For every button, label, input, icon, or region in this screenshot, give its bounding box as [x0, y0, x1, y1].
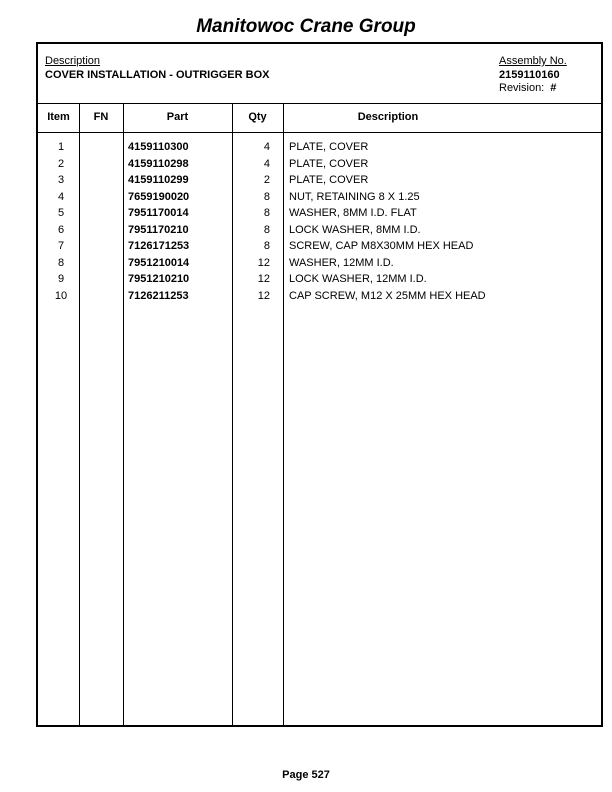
item-number: 9 [57, 273, 65, 285]
quantity: 4 [263, 157, 270, 170]
part-number: 7951170014 [128, 207, 189, 219]
quantity: 12 [257, 273, 270, 285]
quantity: 8 [263, 190, 270, 203]
description-value: COVER INSTALLATION - OUTRIGGER BOX [45, 69, 270, 81]
part-number: 7951210210 [128, 273, 190, 285]
part-number: 4159110300 [128, 141, 189, 153]
item-number: 7 [57, 240, 65, 252]
quantity: 8 [263, 240, 270, 252]
part-number: 7126171253 [128, 240, 190, 252]
item-number: 8 [57, 256, 65, 269]
part-number: 7126211253 [128, 289, 189, 302]
item-number: 6 [57, 223, 65, 236]
item-number: 5 [57, 207, 65, 219]
quantity: 2 [263, 174, 270, 186]
revision-line [499, 82, 556, 94]
part-description: CAP SCREW, M12 X 25MM HEX HEAD [289, 289, 486, 302]
assembly-header [38, 44, 601, 104]
column-divider [123, 103, 124, 725]
item-number: 1 [57, 141, 65, 153]
column-header-part: Part [166, 111, 189, 123]
part-number: 7659190020 [128, 190, 190, 203]
quantity: 4 [263, 141, 270, 153]
part-description: PLATE, COVER [289, 157, 369, 170]
quantity: 8 [263, 223, 270, 236]
revision-value: # [550, 82, 557, 94]
column-divider [232, 103, 233, 725]
page-number: Page 527 [282, 769, 330, 781]
description-label: Description [45, 55, 101, 67]
column-header-description: Description [357, 111, 419, 123]
part-description: LOCK WASHER, 8MM I.D. [289, 223, 421, 236]
quantity: 12 [257, 256, 270, 269]
parts-list-frame [36, 42, 603, 727]
part-number: 7951170210 [128, 223, 189, 236]
item-number: 4 [57, 190, 65, 203]
quantity: 12 [257, 289, 270, 302]
item-number: 3 [57, 174, 65, 186]
revision-label: Revision: [499, 82, 545, 94]
part-description: SCREW, CAP M8X30MM HEX HEAD [289, 240, 474, 252]
item-number: 10 [54, 289, 68, 302]
part-description: PLATE, COVER [289, 141, 369, 153]
part-description: LOCK WASHER, 12MM I.D. [289, 273, 427, 285]
quantity: 8 [263, 207, 270, 219]
part-number: 4159110298 [128, 157, 189, 170]
column-divider [283, 103, 284, 725]
part-description: WASHER, 12MM I.D. [289, 256, 394, 269]
assembly-number-label: Assembly No. [499, 55, 567, 67]
part-description: PLATE, COVER [289, 174, 369, 186]
part-description: NUT, RETAINING 8 X 1.25 [289, 190, 420, 203]
part-number: 7951210014 [128, 256, 190, 269]
column-header-fn: FN [93, 111, 109, 123]
column-header-item: Item [47, 111, 70, 123]
column-header-qty: Qty [248, 111, 267, 123]
company-title: Manitowoc Crane Group [196, 16, 416, 37]
assembly-number-value: 2159110160 [499, 69, 560, 81]
item-number: 2 [57, 157, 65, 170]
part-description: WASHER, 8MM I.D. FLAT [289, 207, 417, 219]
part-number: 4159110299 [128, 174, 189, 186]
